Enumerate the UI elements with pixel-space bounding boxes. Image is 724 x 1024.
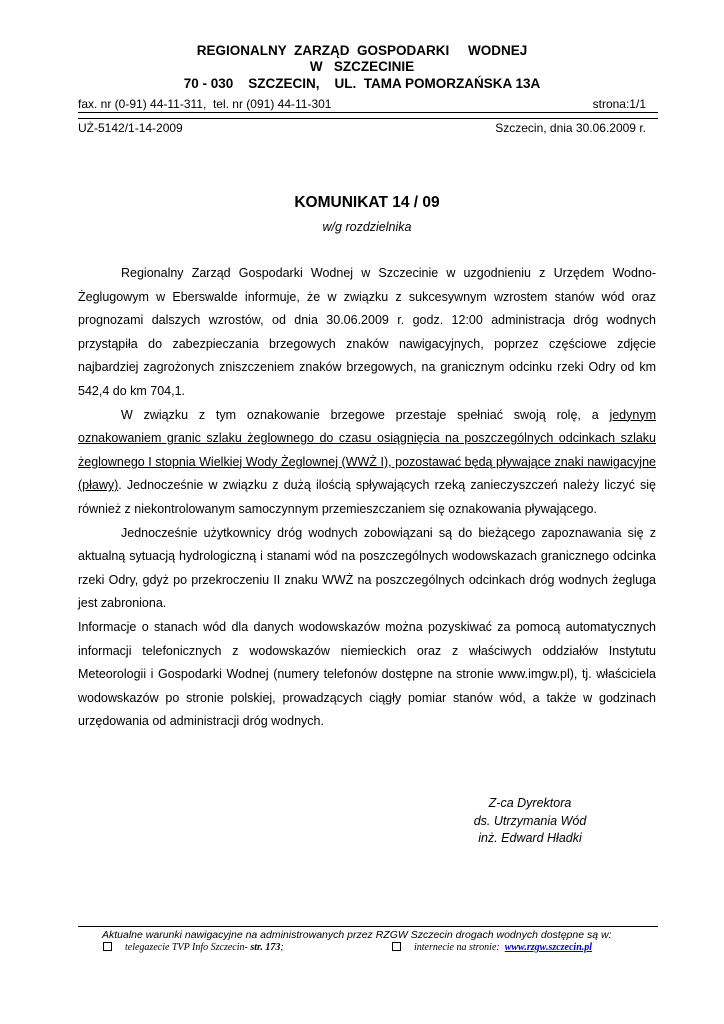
header-institution-name: REGIONALNY ZARZĄD GOSPODARKI WODNEJ	[196, 43, 528, 58]
paragraph-2-end: . Jednocześnie w związku z dużą ilością spływających rzeką zanieczyszczeń należy liczyć się również z niekontrolowanym samoczynnym przemieszczaniem się oznakowania pływającego.	[78, 478, 656, 516]
signature-block	[440, 795, 620, 848]
paragraph-2-start: W związku z tym oznakowanie brzegowe przestaje spełniać swoją rolę, a	[121, 407, 610, 422]
footer-item-teletext-text: telegazecie TVP Info Szczecin-	[125, 942, 251, 953]
header-address: 70 - 030 SZCZECIN, UL. TAMA POMORZAŃSKA 13A	[183, 76, 541, 91]
checkbox-bullet-icon	[392, 942, 401, 951]
footer-item-internet-text: internecie na stronie:	[414, 942, 505, 953]
paragraph-1: Regionalny Zarząd Gospodarki Wodnej w Szczecinie w uzgodnieniu z Urzędem Wodno-Żeglugowym w Eberswalde informuje, że w związku z sukcesywnym wzrostem stanów wód oraz prognozami dalszych wzrostów, od dnia 30.06.2009 r. godz. 12:00 administracja dróg wodnych przystąpiła do zabezpieczania brzegowych znaków nawigacyjnych, poprzez częściowe zdjęcie najbardziej zagrożonych zniszczeniem znaków brzegowych, na granicznym odcinku rzeki Odry od km 542,4 do km 704,1.	[78, 266, 656, 398]
footer-item-teletext-end: ;	[280, 942, 284, 953]
paragraph-4: Informacje o stanach wód dla danych wodowskazów można pozyskiwać za pomocą automatycznych informacji telefonicznych z wodowskazów niemieckich oraz z właściwych oddziałów Instytutu Meteorologii i Gospodarki Wodnej (numery telefonów dostępne na stronie www.imgw.pl), tj. właściciela wodowskazów po stronie polskiej, prowadzących ciągły pomiar stanów wód, a także w godzinach urzędowania od administracji dróg wodnych.	[78, 619, 656, 729]
document-body	[78, 262, 656, 734]
contact-numbers: fax. nr (0-91) 44-11-311, tel. nr (091) 44-11-301	[78, 97, 332, 111]
footer-website-link[interactable]: www.rzgw.szczecin.pl	[504, 942, 593, 953]
page-number: strona:1/1	[592, 97, 646, 111]
document-subtitle: w/g rozdzielnika	[322, 220, 412, 234]
place-date: Szczecin, dnia 30.06.2009 r.	[495, 121, 646, 135]
header-city: W SZCZECINIE	[309, 59, 415, 74]
document-title: KOMUNIKAT 14 / 09	[294, 194, 440, 211]
reference-number: UŻ-5142/1-14-2009	[78, 121, 183, 135]
checkbox-bullet-icon	[103, 942, 112, 951]
header-divider-bottom	[78, 118, 658, 119]
reference-row	[78, 121, 658, 135]
footer-item-internet	[392, 942, 592, 953]
footer-note: Aktualne warunki nawigacyjne na administrowanych przez RZGW Szczecin drogach wodnych dostępne są w:	[102, 929, 612, 941]
footer-item-teletext-page: str. 173	[250, 942, 281, 953]
signature-department: ds. Utrzymania Wód	[473, 813, 587, 828]
signature-title: Z-ca Dyrektora	[488, 796, 572, 810]
paragraph-2-underlined: jedynym oznakowaniem granic szlaku żeglownego do czasu osiągnięcia na poszczególnych odcinkach szlaku żeglownego I stopnia Wielkiej Wody Żeglownej (WWŻ I), pozostawać będą pływające znaki nawigacyjne (pławy)	[78, 407, 656, 493]
footer-divider	[78, 926, 658, 927]
paragraph-3: Jednocześnie użytkownicy dróg wodnych zobowiązani są do bieżącego zapoznawania się z aktualną sytuacją hydrologiczną i stanami wód na poszczególnych wodowskazach granicznego odcinka rzeki Odry, gdyż po przekroczeniu II znaku WWŻ na poszczególnych odcinkach dróg wodnych żegluga jest zabroniona.	[78, 525, 656, 611]
header-divider-top	[78, 112, 658, 113]
footer-item-teletext	[103, 942, 284, 953]
paragraph-2	[78, 404, 656, 522]
signature-name: inż. Edward Hładki	[478, 831, 582, 845]
contact-row	[78, 97, 658, 111]
